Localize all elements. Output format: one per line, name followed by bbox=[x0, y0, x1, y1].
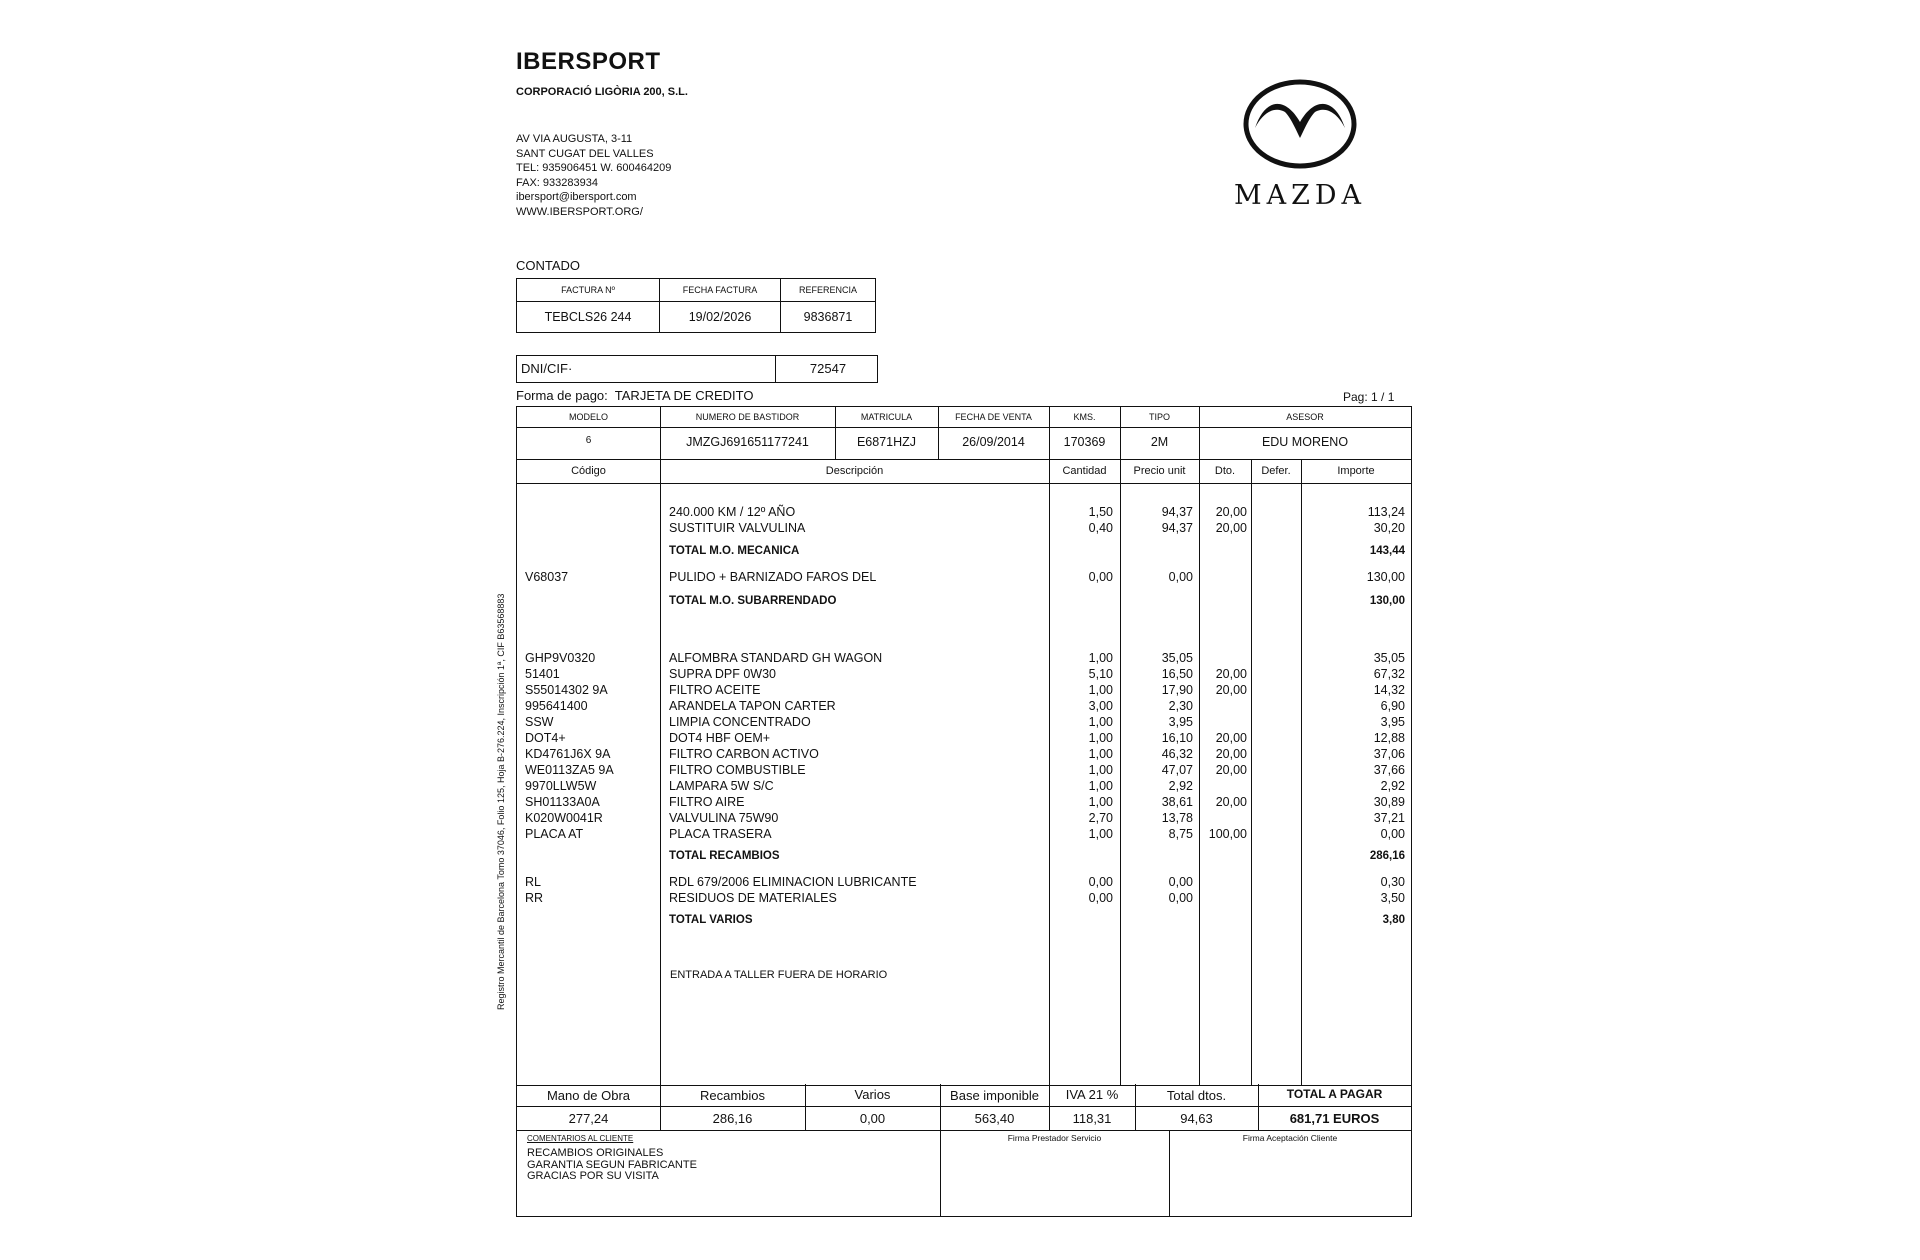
invoice-lines-table bbox=[516, 406, 1412, 1086]
comments-label: COMENTARIOS AL CLIENTE bbox=[527, 1134, 634, 1143]
fax-line: FAX: 933283934 bbox=[516, 176, 598, 189]
client-signature-label: Firma Aceptación Cliente bbox=[1242, 1133, 1338, 1143]
dni-label: DNI/CIF· bbox=[521, 361, 573, 376]
line-unit-price: 94,37 bbox=[1161, 505, 1193, 519]
line-code: KD4761J6X 9A bbox=[525, 747, 611, 761]
line-description: SUPRA DPF 0W30 bbox=[669, 667, 776, 681]
line-quantity: 1,00 bbox=[1088, 683, 1113, 697]
line-quantity: 0,00 bbox=[1088, 875, 1113, 889]
type-value: 2M bbox=[1150, 435, 1169, 449]
line-quantity: 1,00 bbox=[1088, 795, 1113, 809]
line-quantity: 1,00 bbox=[1088, 731, 1113, 745]
line-quantity: 3,00 bbox=[1088, 699, 1113, 713]
line-amount: 14,32 bbox=[1373, 683, 1405, 697]
divider bbox=[517, 459, 1411, 460]
invoice-number-label: FACTURA Nº bbox=[517, 279, 660, 302]
line-unit-price: 8,75 bbox=[1168, 827, 1193, 841]
line-description: FILTRO ACEITE bbox=[669, 683, 761, 697]
divider bbox=[517, 483, 1411, 484]
line-code: 995641400 bbox=[525, 699, 588, 713]
total-discounts-label: Total dtos. bbox=[1166, 1088, 1227, 1103]
line-quantity: 5,10 bbox=[1088, 667, 1113, 681]
line-description: ALFOMBRA STANDARD GH WAGON bbox=[669, 651, 883, 665]
vat-value: 118,31 bbox=[1072, 1111, 1112, 1126]
line-amount: 37,66 bbox=[1373, 763, 1405, 777]
type-label: TIPO bbox=[1148, 412, 1170, 422]
line-discount: 20,00 bbox=[1215, 521, 1247, 535]
line-code: GHP9V0320 bbox=[525, 651, 596, 665]
kms-label: KMS. bbox=[1073, 412, 1096, 422]
chassis-value: JMZGJ691651177241 bbox=[686, 435, 809, 449]
company-name: IBERSPORT bbox=[516, 48, 661, 75]
invoice-date-label: FECHA FACTURA bbox=[660, 279, 781, 302]
line-description: PULIDO + BARNIZADO FAROS DEL bbox=[669, 570, 877, 584]
line-amount: 67,32 bbox=[1373, 667, 1405, 681]
sale-date-label: FECHA DE VENTA bbox=[955, 412, 1032, 422]
reference-label: REFERENCIA bbox=[781, 279, 876, 302]
line-unit-price: 17,90 bbox=[1161, 683, 1193, 697]
line-description: SUSTITUIR VALVULINA bbox=[669, 521, 806, 535]
line-description: LAMPARA 5W S/C bbox=[669, 779, 774, 793]
address-line: AV VIA AUGUSTA, 3-11 bbox=[516, 133, 633, 145]
misc-value: 0,00 bbox=[859, 1111, 886, 1126]
invoice-date: 19/02/2026 bbox=[660, 302, 781, 333]
divider bbox=[1251, 459, 1252, 1085]
line-code: SSW bbox=[525, 715, 554, 729]
line-code: 51401 bbox=[525, 667, 560, 681]
line-quantity: 1,00 bbox=[1088, 763, 1113, 777]
col-quantity: Cantidad bbox=[1062, 465, 1107, 477]
comment-line: GRACIAS POR SU VISITA bbox=[527, 1170, 659, 1182]
dni-value: 72547 bbox=[809, 361, 847, 376]
line-description: VALVULINA 75W90 bbox=[669, 811, 779, 825]
divider bbox=[517, 1106, 1411, 1107]
divider bbox=[775, 356, 776, 382]
line-quantity: 1,00 bbox=[1088, 779, 1113, 793]
labor-value: 277,24 bbox=[568, 1111, 609, 1126]
line-code: WE0113ZA5 9A bbox=[525, 763, 614, 777]
line-unit-price: 2,92 bbox=[1168, 779, 1193, 793]
address-line: SANT CUGAT DEL VALLES bbox=[516, 147, 654, 160]
comment-line: GARANTIA SEGUN FABRICANTE bbox=[527, 1158, 697, 1171]
line-discount: 20,00 bbox=[1215, 505, 1247, 519]
line-quantity: 1,00 bbox=[1088, 747, 1113, 761]
vat-label: IVA 21 % bbox=[1065, 1087, 1119, 1102]
total-discounts-value: 94,63 bbox=[1180, 1111, 1213, 1126]
line-unit-price: 46,32 bbox=[1161, 747, 1193, 761]
line-description: RDL 679/2006 ELIMINACION LUBRICANTE bbox=[669, 875, 917, 889]
brand-logo bbox=[1215, 78, 1385, 211]
divider bbox=[517, 427, 1411, 428]
line-code: S55014302 9A bbox=[525, 683, 608, 697]
line-description: ARANDELA TAPON CARTER bbox=[669, 699, 836, 713]
line-subtotal-label: TOTAL RECAMBIOS bbox=[669, 850, 780, 862]
brand-wordmark: MAZDA bbox=[1233, 180, 1367, 211]
line-unit-price: 13,78 bbox=[1161, 811, 1193, 825]
line-unit-price: 0,00 bbox=[1168, 570, 1193, 584]
line-discount: 100,00 bbox=[1208, 827, 1247, 841]
parts-label: Recambios bbox=[699, 1088, 766, 1103]
provider-signature-label: Firma Prestador Servicio bbox=[1007, 1133, 1102, 1143]
col-description: Descripción bbox=[825, 465, 884, 477]
payment-type: CONTADO bbox=[516, 258, 581, 273]
line-amount: 2,92 bbox=[1380, 779, 1405, 793]
line-unit-price: 0,00 bbox=[1168, 891, 1193, 905]
line-subtotal-label: TOTAL M.O. SUBARRENDADO bbox=[669, 595, 837, 607]
invoice-header-table bbox=[516, 278, 876, 333]
plate-label: MATRICULA bbox=[860, 412, 913, 422]
line-code: 9970LLW5W bbox=[525, 779, 597, 793]
line-quantity: 1,50 bbox=[1088, 505, 1113, 519]
line-amount: 0,00 bbox=[1380, 827, 1405, 841]
reference-number: 9836871 bbox=[781, 302, 876, 333]
line-amount: 37,21 bbox=[1373, 811, 1405, 825]
line-amount: 30,89 bbox=[1373, 795, 1405, 809]
comment-line: RECAMBIOS ORIGINALES bbox=[527, 1147, 664, 1159]
line-code: RL bbox=[525, 875, 541, 889]
comments-signatures bbox=[516, 1130, 1412, 1217]
line-code: V68037 bbox=[525, 570, 569, 584]
line-description: FILTRO AIRE bbox=[669, 795, 745, 809]
comments-text bbox=[527, 1148, 697, 1183]
advisor-label: ASESOR bbox=[1286, 412, 1324, 422]
line-description: PLACA TRASERA bbox=[669, 827, 772, 841]
registry-text: Registro Mercantil de Barcelona Tomo 37046, Folio 125, Hoja B-276.224, Inscripción 1ª, CIF B63568883 bbox=[496, 593, 506, 1010]
col-deferred: Defer. bbox=[1261, 465, 1291, 477]
line-discount: 20,00 bbox=[1215, 763, 1247, 777]
labor-label: Mano de Obra bbox=[546, 1088, 631, 1103]
company-address bbox=[516, 132, 671, 219]
line-subtotal-amount: 3,80 bbox=[1382, 914, 1405, 926]
line-discount: 20,00 bbox=[1215, 683, 1247, 697]
payment-method bbox=[516, 388, 753, 403]
line-description: 240.000 KM / 12º AÑO bbox=[669, 505, 796, 519]
line-description: FILTRO COMBUSTIBLE bbox=[669, 763, 806, 777]
line-unit-price: 38,61 bbox=[1161, 795, 1193, 809]
parts-value: 286,16 bbox=[712, 1111, 753, 1126]
advisor-value: EDU MORENO bbox=[1261, 435, 1349, 449]
company-legal-name: CORPORACIÓ LIGÒRIA 200, S.L. bbox=[516, 86, 688, 98]
line-description: LIMPIA CONCENTRADO bbox=[669, 715, 811, 729]
line-subtotal-label: TOTAL M.O. MECANICA bbox=[669, 545, 800, 557]
total-to-pay-value: 681,71 EUROS bbox=[1289, 1111, 1380, 1126]
line-unit-price: 16,10 bbox=[1161, 731, 1193, 745]
line-unit-price: 94,37 bbox=[1161, 521, 1193, 535]
line-unit-price: 16,50 bbox=[1161, 667, 1193, 681]
col-amount: Importe bbox=[1337, 465, 1375, 477]
line-description: RESIDUOS DE MATERIALES bbox=[669, 891, 837, 905]
page-number: Pag: 1 / 1 bbox=[1343, 390, 1395, 404]
line-amount: 6,90 bbox=[1380, 699, 1405, 713]
mazda-logo-icon bbox=[1241, 78, 1359, 170]
line-unit-price: 0,00 bbox=[1168, 875, 1193, 889]
line-subtotal-amount: 286,16 bbox=[1369, 850, 1405, 862]
line-quantity: 0,00 bbox=[1088, 570, 1113, 584]
tax-base-label: Base imponible bbox=[950, 1088, 1039, 1103]
line-discount: 20,00 bbox=[1215, 731, 1247, 745]
line-unit-price: 2,30 bbox=[1168, 699, 1193, 713]
line-code: SH01133A0A bbox=[525, 795, 600, 809]
line-amount: 113,24 bbox=[1367, 505, 1405, 519]
line-amount: 3,95 bbox=[1380, 715, 1405, 729]
phone-line: TEL: 935906451 W. 600464209 bbox=[516, 162, 672, 174]
line-quantity: 1,00 bbox=[1088, 715, 1113, 729]
kms-value: 170369 bbox=[1063, 435, 1106, 449]
divider bbox=[660, 459, 661, 1085]
email-line: ibersport@ibersport.com bbox=[516, 191, 637, 203]
line-amount: 130,00 bbox=[1366, 570, 1405, 584]
line-code: RR bbox=[525, 891, 544, 905]
line-quantity: 0,00 bbox=[1088, 891, 1113, 905]
line-code: K020W0041R bbox=[525, 811, 603, 825]
model-value: 6 bbox=[585, 435, 592, 446]
tax-base-value: 563,40 bbox=[974, 1111, 1015, 1126]
line-subtotal-label: TOTAL VARIOS bbox=[669, 914, 753, 926]
note-text: ENTRADA A TALLER FUERA DE HORARIO bbox=[670, 969, 888, 981]
total-to-pay-label: TOTAL A PAGAR bbox=[1286, 1087, 1383, 1101]
misc-label: Varios bbox=[854, 1087, 891, 1102]
line-description: FILTRO CARBON ACTIVO bbox=[669, 747, 819, 761]
line-discount: 20,00 bbox=[1215, 667, 1247, 681]
line-unit-price: 35,05 bbox=[1161, 651, 1193, 665]
line-amount: 3,50 bbox=[1380, 891, 1405, 905]
line-unit-price: 3,95 bbox=[1168, 715, 1193, 729]
model-label: MODELO bbox=[568, 412, 608, 422]
col-code: Código bbox=[571, 465, 606, 477]
totals-table bbox=[516, 1084, 1412, 1131]
line-amount: 35,05 bbox=[1373, 651, 1405, 665]
line-subtotal-amount: 130,00 bbox=[1369, 595, 1405, 607]
line-quantity: 0,40 bbox=[1088, 521, 1113, 535]
line-amount: 30,20 bbox=[1373, 521, 1405, 535]
col-discount: Dto. bbox=[1214, 465, 1236, 477]
chassis-label: NUMERO DE BASTIDOR bbox=[695, 412, 800, 422]
website-line: WWW.IBERSPORT.ORG/ bbox=[516, 205, 643, 218]
sale-date-value: 26/09/2014 bbox=[962, 435, 1025, 449]
line-quantity: 1,00 bbox=[1088, 827, 1113, 841]
plate-value: E6871HZJ bbox=[856, 435, 917, 449]
col-unit-price: Precio unit bbox=[1133, 465, 1186, 477]
line-amount: 37,06 bbox=[1373, 747, 1405, 761]
line-amount: 12,88 bbox=[1373, 731, 1405, 745]
line-unit-price: 47,07 bbox=[1161, 763, 1193, 777]
payment-method-value: TARJETA DE CREDITO bbox=[614, 388, 754, 403]
line-discount: 20,00 bbox=[1215, 747, 1247, 761]
line-quantity: 1,00 bbox=[1088, 651, 1113, 665]
line-subtotal-amount: 143,44 bbox=[1369, 545, 1405, 557]
line-discount: 20,00 bbox=[1215, 795, 1247, 809]
line-amount: 0,30 bbox=[1380, 875, 1405, 889]
line-quantity: 2,70 bbox=[1088, 811, 1113, 825]
dni-box bbox=[516, 355, 878, 383]
line-description: DOT4 HBF OEM+ bbox=[669, 731, 771, 745]
line-code: PLACA AT bbox=[525, 827, 584, 841]
invoice-number: TEBCLS26 244 bbox=[517, 302, 660, 333]
payment-method-label: Forma de pago: bbox=[516, 388, 608, 403]
line-code: DOT4+ bbox=[525, 731, 566, 745]
